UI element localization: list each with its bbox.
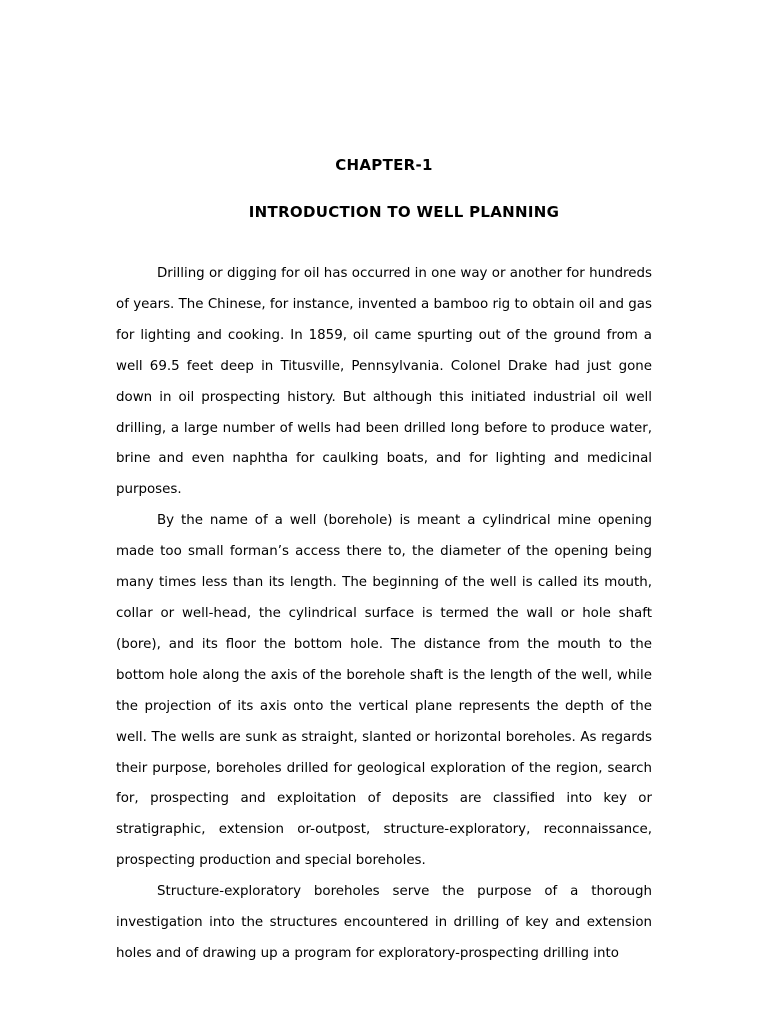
- chapter-label: CHAPTER-1: [335, 156, 433, 174]
- paragraph: By the name of a well (borehole) is meant a cylindrical mine opening made too small forman’s access there to, the diameter of the opening being many times less than its length. The beginning of the well is called its mouth, collar or well-head, the cylindrical surface is termed the wall or hole shaft (bore), and its floor the bottom hole. The distance from the mouth to the bottom hole along the axis of the borehole shaft is the length of the well, while the projection of its axis onto the vertical plane represents the depth of the well. The wells are sunk as straight, slanted or horizontal boreholes. As regards their purpose, boreholes drilled for geological exploration of the region, search for, prospecting and exploitation of deposits are classified into key or stratigraphic, extension or-outpost, structure-exploratory, reconnaissance, prospecting production and special boreholes.: [116, 513, 652, 869]
- body-text: [116, 259, 652, 970]
- paragraph: Structure-exploratory boreholes serve the purpose of a thorough investigation into the structures encountered in drilling of key and extension holes and of drawing up a program for exploratory-prospecting drilling into: [116, 884, 652, 961]
- paragraph: Drilling or digging for oil has occurred in one way or another for hundreds of years. The Chinese, for instance, invented a bamboo rig to obtain oil and gas for lighting and cooking. In 1859, oil came spurting out of the ground from a well 69.5 feet deep in Titusville, Pennsylvania. Colonel Drake had just gone down in oil prospecting history. But although this initiated industrial oil well drilling, a large number of wells had been drilled long before to produce water, brine and even naphtha for caulking boats, and for lighting and medicinal purposes.: [116, 266, 652, 498]
- chapter-title: INTRODUCTION TO WELL PLANNING: [248, 203, 560, 221]
